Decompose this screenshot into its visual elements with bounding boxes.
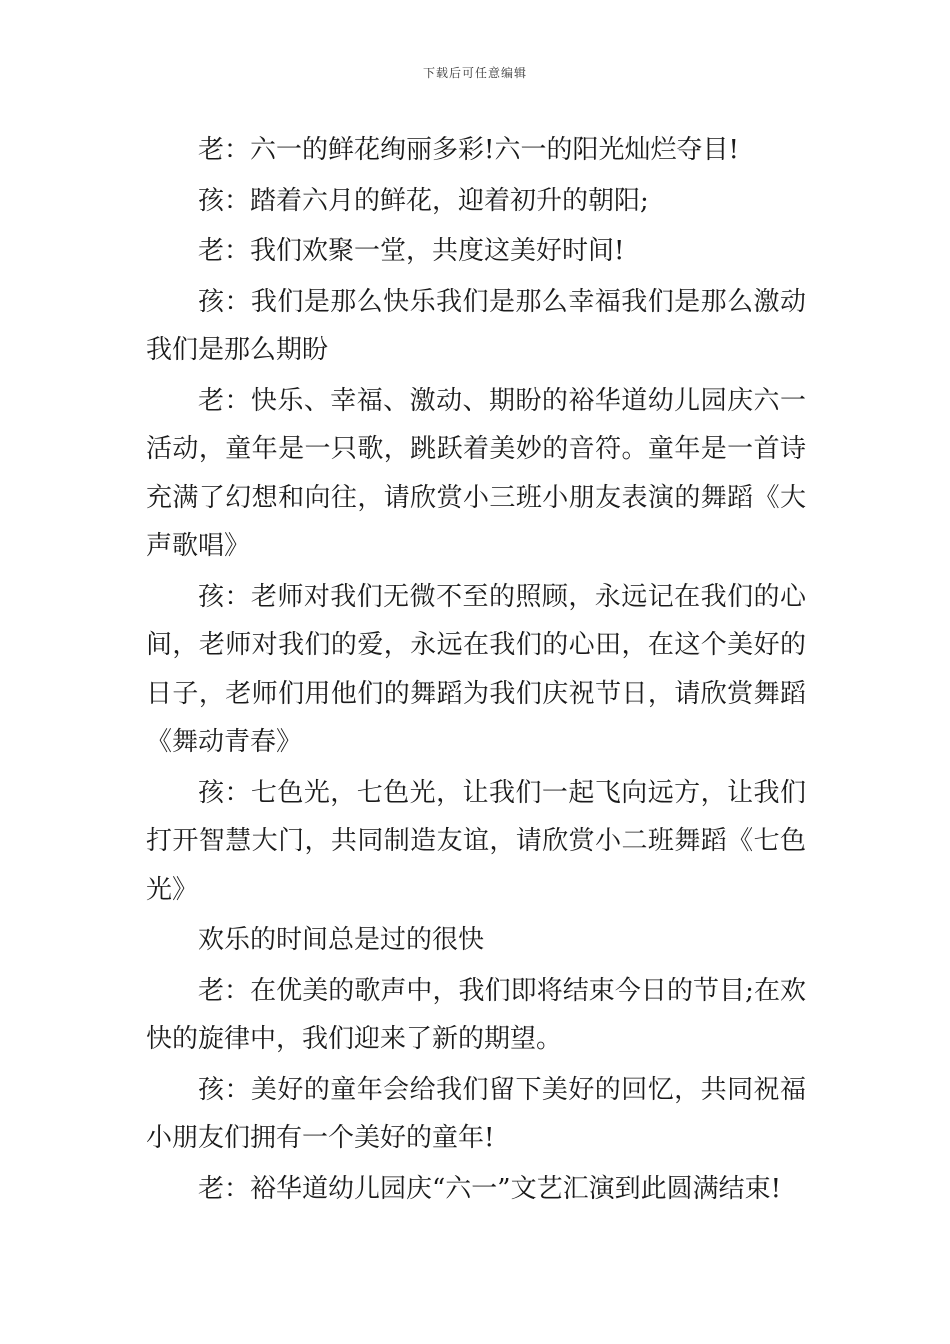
- paragraph: 欢乐的时间总是过的很快: [198, 925, 485, 955]
- page-header-note: 下载后可任意编辑: [422, 66, 527, 80]
- paragraph: 老：六一的鲜花绚丽多彩!六一的阳光灿烂夺目!: [198, 135, 739, 165]
- paragraph: 老：在优美的歌声中，我们即将结束今日的节目;在欢快的旋律中，我们迎来了新的期望。: [146, 975, 806, 1054]
- paragraph: 老：快乐、幸福、激动、期盼的裕华道幼儿园庆六一活动，童年是一只歌，跳跃着美妙的音符。童年是一首诗充满了幻想和向往，请欣赏小三班小朋友表演的舞蹈《大声歌唱》: [146, 385, 806, 561]
- paragraph: 孩：踏着六月的鲜花，迎着初升的朝阳;: [198, 185, 649, 216]
- document-body: [146, 126, 806, 1215]
- paragraph: 老：我们欢聚一堂，共度这美好时间!: [198, 236, 625, 266]
- paragraph: 孩：七色光，七色光，让我们一起飞向远方，让我们打开智慧大门，共同制造友谊，请欣赏小二班舞蹈《七色光》: [146, 777, 806, 905]
- paragraph: 孩：我们是那么快乐我们是那么幸福我们是那么激动我们是那么期盼: [146, 286, 806, 365]
- paragraph: 孩：老师对我们无微不至的照顾，永远记在我们的心间，老师对我们的爱，永远在我们的心田，在这个美好的日子，老师们用他们的舞蹈为我们庆祝节日，请欣赏舞蹈《舞动青春》: [146, 581, 806, 757]
- paragraph: 老：裕华道幼儿园庆“六一”文艺汇演到此圆满结束!: [198, 1173, 782, 1204]
- paragraph: 孩：美好的童年会给我们留下美好的回忆，共同祝福小朋友们拥有一个美好的童年!: [146, 1074, 806, 1153]
